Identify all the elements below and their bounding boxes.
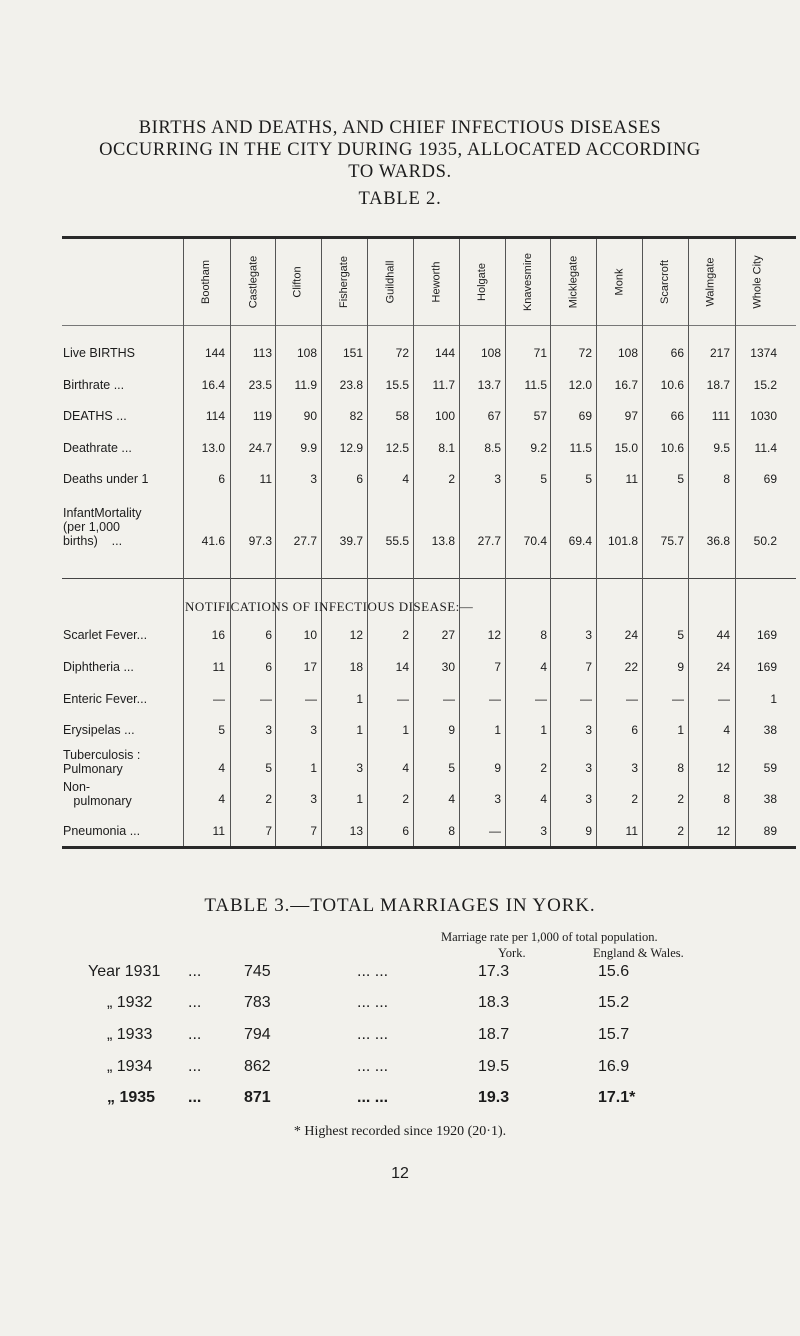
table-cell: 119 (252, 409, 272, 423)
york-rate: 17.3 (478, 963, 510, 980)
table-cell: 12 (716, 824, 730, 838)
table-cell: 71 (533, 346, 547, 360)
table-cell: 113 (252, 346, 272, 360)
table-cell: 9 (677, 660, 684, 674)
york-rate: 18.7 (478, 1026, 510, 1043)
table-cell: 4 (540, 660, 547, 674)
table-cell: 5 (677, 472, 684, 486)
table-cell: 6 (631, 723, 638, 737)
table-cell: 16.4 (201, 378, 225, 392)
table-cell: 4 (448, 792, 455, 806)
marriage-total: 783 (244, 994, 271, 1011)
leader-dots: ... ... (357, 1089, 389, 1106)
table-cell: 4 (218, 761, 225, 775)
table-cell: 8.1 (438, 441, 455, 455)
row-label-line: Tuberculosis : (63, 748, 141, 762)
row-label: Diphtheria ... (63, 660, 134, 674)
england-rate: 16.9 (598, 1058, 630, 1075)
table-cell: 6 (265, 660, 272, 674)
table-cell: 8 (723, 792, 730, 806)
leader-dots: ... ... (357, 963, 389, 980)
table-cell: 5 (677, 628, 684, 642)
table-cell: 11.4 (754, 441, 777, 455)
table-cell: 5 (265, 761, 272, 775)
table-cell: 23.8 (339, 378, 363, 392)
england-rate: 15.2 (598, 994, 630, 1011)
table-cell: — (535, 692, 547, 706)
row-label: Live BIRTHS (63, 346, 136, 360)
ward-header (736, 240, 780, 324)
table-cell: 169 (756, 660, 777, 674)
table-cell: 1030 (750, 409, 777, 423)
table-cell: 12 (487, 628, 501, 642)
table-cell: 50.2 (753, 534, 777, 548)
table-cell: 97.3 (248, 534, 272, 548)
table-cell: 23.5 (248, 378, 272, 392)
table-cell: 13.0 (201, 441, 225, 455)
table-cell: 12.9 (339, 441, 363, 455)
table-cell: 57 (533, 409, 547, 423)
table-cell: 10.6 (660, 441, 684, 455)
table-cell: 169 (756, 628, 777, 642)
table-cell: 3 (585, 723, 592, 737)
table-cell: 70.4 (523, 534, 547, 548)
table-cell: 1 (677, 723, 684, 737)
york-rate: 18.3 (478, 994, 510, 1011)
table-cell: 4 (723, 723, 730, 737)
table-cell: 27.7 (477, 534, 501, 548)
document-title (0, 117, 800, 183)
ward-header-label: Walmgate (705, 257, 718, 307)
title-line-2: OCCURRING IN THE CITY DURING 1935, ALLOCATED ACCORDING (99, 140, 701, 160)
table-cell: 2 (402, 792, 409, 806)
row-label-line: InfantMortality (63, 506, 142, 520)
table-cell: — (260, 692, 272, 706)
table-cell: 6 (356, 472, 363, 486)
table-cell: 144 (204, 346, 225, 360)
header-rule (62, 325, 796, 326)
table-cell: 4 (218, 792, 225, 806)
table-cell: 4 (540, 792, 547, 806)
row-label: Birthrate ... (63, 378, 125, 392)
table-cell: 108 (296, 346, 317, 360)
table-cell: 67 (487, 409, 501, 423)
ward-header-label: Castlegate (247, 255, 259, 309)
table-top-rule (62, 236, 796, 239)
year-label: „ 1933 (107, 1026, 153, 1043)
table-cell: 3 (265, 723, 272, 737)
table-cell: — (718, 692, 730, 706)
leader-dots: ... (188, 1026, 202, 1043)
ward-header (414, 240, 458, 324)
col-england-header: England & Wales. (593, 946, 684, 960)
table-cell: 44 (716, 628, 730, 642)
table-cell: 69.4 (568, 534, 592, 548)
table-cell: — (489, 692, 501, 706)
table-cell: 13 (349, 824, 363, 838)
marriage-row (0, 994, 800, 1020)
table-cell: 59 (763, 761, 777, 775)
table-cell: 3 (585, 792, 592, 806)
table-cell: 3 (310, 792, 317, 806)
table-cell: 11 (212, 824, 225, 838)
table-cell: 11 (212, 660, 225, 674)
table-cell: — (626, 692, 638, 706)
table-cell: 6 (402, 824, 409, 838)
table-cell: 1374 (750, 346, 777, 360)
table-cell: 15.0 (614, 441, 638, 455)
table-3-title: TABLE 3.—TOTAL MARRIAGES IN YORK. (204, 895, 596, 916)
ward-header (231, 240, 275, 324)
ward-header (506, 240, 550, 324)
table-cell: 24.7 (248, 441, 272, 455)
ward-header (276, 240, 320, 324)
table-cell: 111 (711, 409, 730, 423)
table-cell: 7 (585, 660, 592, 674)
table-cell: — (213, 692, 225, 706)
row-label: Pneumonia ... (63, 824, 141, 838)
table-cell: 69 (763, 472, 777, 486)
table-cell: 15.2 (753, 378, 777, 392)
ward-header-label: Whole City (752, 255, 764, 309)
table-cell: 11 (259, 472, 272, 486)
table-cell: 97 (624, 409, 638, 423)
table-cell: 6 (265, 628, 272, 642)
table-cell: 11.5 (569, 441, 592, 455)
table-cell: 7 (310, 824, 317, 838)
leader-dots: ... ... (357, 994, 389, 1011)
table-cell: 36.8 (706, 534, 730, 548)
table-cell: 39.7 (339, 534, 363, 548)
table-cell: 8 (448, 824, 455, 838)
table-cell: 55.5 (385, 534, 409, 548)
row-label-line: (per 1,000 (63, 520, 120, 534)
table-cell: 1 (494, 723, 501, 737)
marriage-total: 794 (244, 1026, 271, 1043)
table-cell: 90 (303, 409, 317, 423)
table-cell: 18.7 (706, 378, 730, 392)
ward-header (184, 240, 228, 324)
table-cell: 10 (303, 628, 317, 642)
table-cell: 27 (441, 628, 455, 642)
table-cell: 27.7 (293, 534, 317, 548)
table-cell: — (580, 692, 592, 706)
table-cell: 12.5 (385, 441, 409, 455)
ward-header-label: Clifton (292, 266, 304, 298)
leader-dots: ... (188, 1089, 202, 1106)
title-line-3: TO WARDS. (348, 162, 452, 182)
ward-header (551, 240, 595, 324)
row-label (63, 748, 183, 776)
table-cell: 14 (395, 660, 409, 674)
table-cell: 11.7 (432, 378, 455, 392)
table-cell: 8 (540, 628, 547, 642)
table-cell: 75.7 (660, 534, 684, 548)
table-cell: 4 (402, 761, 409, 775)
marriage-total: 871 (244, 1089, 271, 1106)
leader-dots: ... ... (357, 1058, 389, 1075)
year-label: „ 1934 (107, 1058, 153, 1075)
table-cell: 11 (625, 472, 638, 486)
table-cell: 12 (716, 761, 730, 775)
table-cell: 12.0 (568, 378, 592, 392)
table-cell: 3 (494, 792, 501, 806)
table-cell: 5 (448, 761, 455, 775)
table-cell: 3 (356, 761, 363, 775)
england-rate: 15.7 (598, 1026, 630, 1043)
table-cell: 100 (434, 409, 455, 423)
marriage-total: 862 (244, 1058, 271, 1075)
ward-header-label: Bootham (200, 259, 212, 305)
row-label: Deaths under 1 (63, 472, 149, 486)
table-cell: 72 (578, 346, 592, 360)
table-cell: 9.5 (713, 441, 730, 455)
table-cell: 17 (303, 660, 317, 674)
table-cell: — (489, 824, 501, 838)
year-label: „ 1932 (107, 994, 153, 1011)
table-cell: 82 (349, 409, 363, 423)
table-cell: 9 (585, 824, 592, 838)
leader-dots: ... (188, 994, 202, 1011)
table-cell: 38 (763, 792, 777, 806)
ward-header (322, 240, 366, 324)
table-cell: — (305, 692, 317, 706)
table-cell: 89 (763, 824, 777, 838)
table-cell: 58 (395, 409, 409, 423)
year-label: Year 1931 (88, 963, 161, 980)
table-cell: 9 (494, 761, 501, 775)
row-label: Erysipelas ... (63, 723, 135, 737)
table-cell: 108 (617, 346, 638, 360)
table-cell: 2 (402, 628, 409, 642)
marriage-rate-header: Marriage rate per 1,000 of total population. (441, 930, 658, 944)
ward-header-label: Scarcroft (659, 259, 672, 305)
ward-header (368, 240, 412, 324)
table-cell: 3 (585, 628, 592, 642)
table-cell: 66 (670, 409, 684, 423)
ward-header-label: Micklegate (567, 255, 580, 309)
table-cell: 9.9 (300, 441, 317, 455)
table-cell: 15.5 (385, 378, 409, 392)
table-cell: 3 (540, 824, 547, 838)
leader-dots: ... (188, 1058, 202, 1075)
table-2-label: TABLE 2. (358, 189, 442, 209)
table-cell: 1 (356, 792, 363, 806)
table-cell: 18 (349, 660, 363, 674)
table-cell: 30 (441, 660, 455, 674)
page-number: 12 (391, 1165, 409, 1182)
table-cell: 7 (494, 660, 501, 674)
table-cell: 8.5 (484, 441, 501, 455)
table-cell: 1 (310, 761, 317, 775)
table-cell: 1 (356, 692, 363, 706)
table-cell: 24 (716, 660, 730, 674)
row-label-line: Pulmonary (63, 762, 123, 776)
footnote: * Highest recorded since 1920 (20·1). (293, 1124, 507, 1139)
table-cell: 1 (540, 723, 547, 737)
row-label: Enteric Fever... (63, 692, 148, 706)
row-label-line: pulmonary (63, 794, 132, 808)
ward-header (689, 240, 733, 324)
table-cell: 8 (677, 761, 684, 775)
table-cell: 9.2 (530, 441, 547, 455)
marriage-row (0, 1058, 800, 1084)
table-cell: 41.6 (201, 534, 225, 548)
table-cell: 16.7 (614, 378, 638, 392)
leader-dots: ... (188, 963, 202, 980)
table-cell: 108 (480, 346, 501, 360)
table-cell: 66 (670, 346, 684, 360)
ward-header-label: Holgate (475, 263, 488, 301)
table-cell: 3 (631, 761, 638, 775)
table-cell: 101.8 (607, 534, 638, 548)
table-cell: 144 (434, 346, 455, 360)
table-cell: 2 (677, 824, 684, 838)
table-cell: 3 (310, 472, 317, 486)
table-cell: 1 (402, 723, 409, 737)
table-cell: 3 (585, 761, 592, 775)
table-cell: 4 (402, 472, 409, 486)
table-cell: 3 (494, 472, 501, 486)
table-cell: 9 (448, 723, 455, 737)
table-cell: 2 (540, 761, 547, 775)
table-cell: 22 (624, 660, 638, 674)
title-line-1: BIRTHS AND DEATHS, AND CHIEF INFECTIOUS DISEASES (138, 118, 662, 138)
table-cell: 1 (356, 723, 363, 737)
table-cell: 12 (349, 628, 363, 642)
row-label: Scarlet Fever... (63, 628, 148, 642)
row-label: DEATHS ... (63, 409, 127, 423)
leader-dots: ... ... (357, 1026, 389, 1043)
row-label-line: Non- (63, 780, 91, 794)
table-cell: 7 (265, 824, 272, 838)
notifications-heading: NOTIFICATIONS OF INFECTIOUS DISEASE:— (185, 599, 474, 614)
ward-header (460, 240, 504, 324)
table-cell: 69 (578, 409, 592, 423)
table-cell: 8 (723, 472, 730, 486)
ward-header-label: Monk (613, 268, 625, 296)
marriage-row (0, 963, 800, 989)
table-cell: 217 (709, 346, 730, 360)
ward-header-label: Heworth (430, 261, 442, 303)
ward-header-label: Fishergate (338, 256, 351, 308)
row-label: Deathrate ... (63, 441, 132, 455)
marriage-total: 745 (244, 963, 271, 980)
england-rate: 15.6 (598, 963, 630, 980)
table-cell: 13.7 (477, 378, 501, 392)
table-cell: 38 (763, 723, 777, 737)
table-cell: 11.9 (294, 378, 317, 392)
table-cell: 11 (625, 824, 638, 838)
table-cell: 2 (677, 792, 684, 806)
table-cell: 151 (342, 346, 363, 360)
table-cell: 2 (448, 472, 455, 486)
table-cell: 2 (265, 792, 272, 806)
table-cell: 1 (770, 692, 777, 706)
table-cell: — (443, 692, 455, 706)
england-rate: 17.1* (598, 1089, 636, 1106)
york-rate: 19.5 (478, 1058, 510, 1075)
ward-header (597, 240, 641, 324)
ward-header-label: Knavesmire (522, 252, 535, 312)
table-cell: 11.5 (524, 378, 547, 392)
row-label (63, 780, 183, 808)
table-cell: 5 (218, 723, 225, 737)
ward-header (643, 240, 687, 324)
section-rule (62, 578, 796, 579)
table-cell: 2 (631, 792, 638, 806)
marriage-row (0, 1026, 800, 1052)
table-bottom-rule (62, 846, 796, 849)
ward-header-label: Guildhall (384, 260, 396, 304)
marriage-row (0, 1089, 800, 1115)
table-cell: — (397, 692, 409, 706)
row-label-line: births) ... (63, 534, 123, 548)
row-label (63, 506, 183, 548)
table-cell: 5 (540, 472, 547, 486)
table-cell: 114 (205, 409, 225, 423)
table-cell: 13.8 (431, 534, 455, 548)
table-cell: 24 (624, 628, 638, 642)
table-cell: 72 (395, 346, 409, 360)
table-cell: 3 (310, 723, 317, 737)
table-cell: 10.6 (660, 378, 684, 392)
year-label: „ 1935 (107, 1089, 156, 1106)
table-cell: 6 (218, 472, 225, 486)
col-york-header: York. (498, 946, 526, 960)
table-cell: 5 (585, 472, 592, 486)
table-cell: — (672, 692, 684, 706)
table-cell: 16 (211, 628, 225, 642)
york-rate: 19.3 (478, 1089, 510, 1106)
